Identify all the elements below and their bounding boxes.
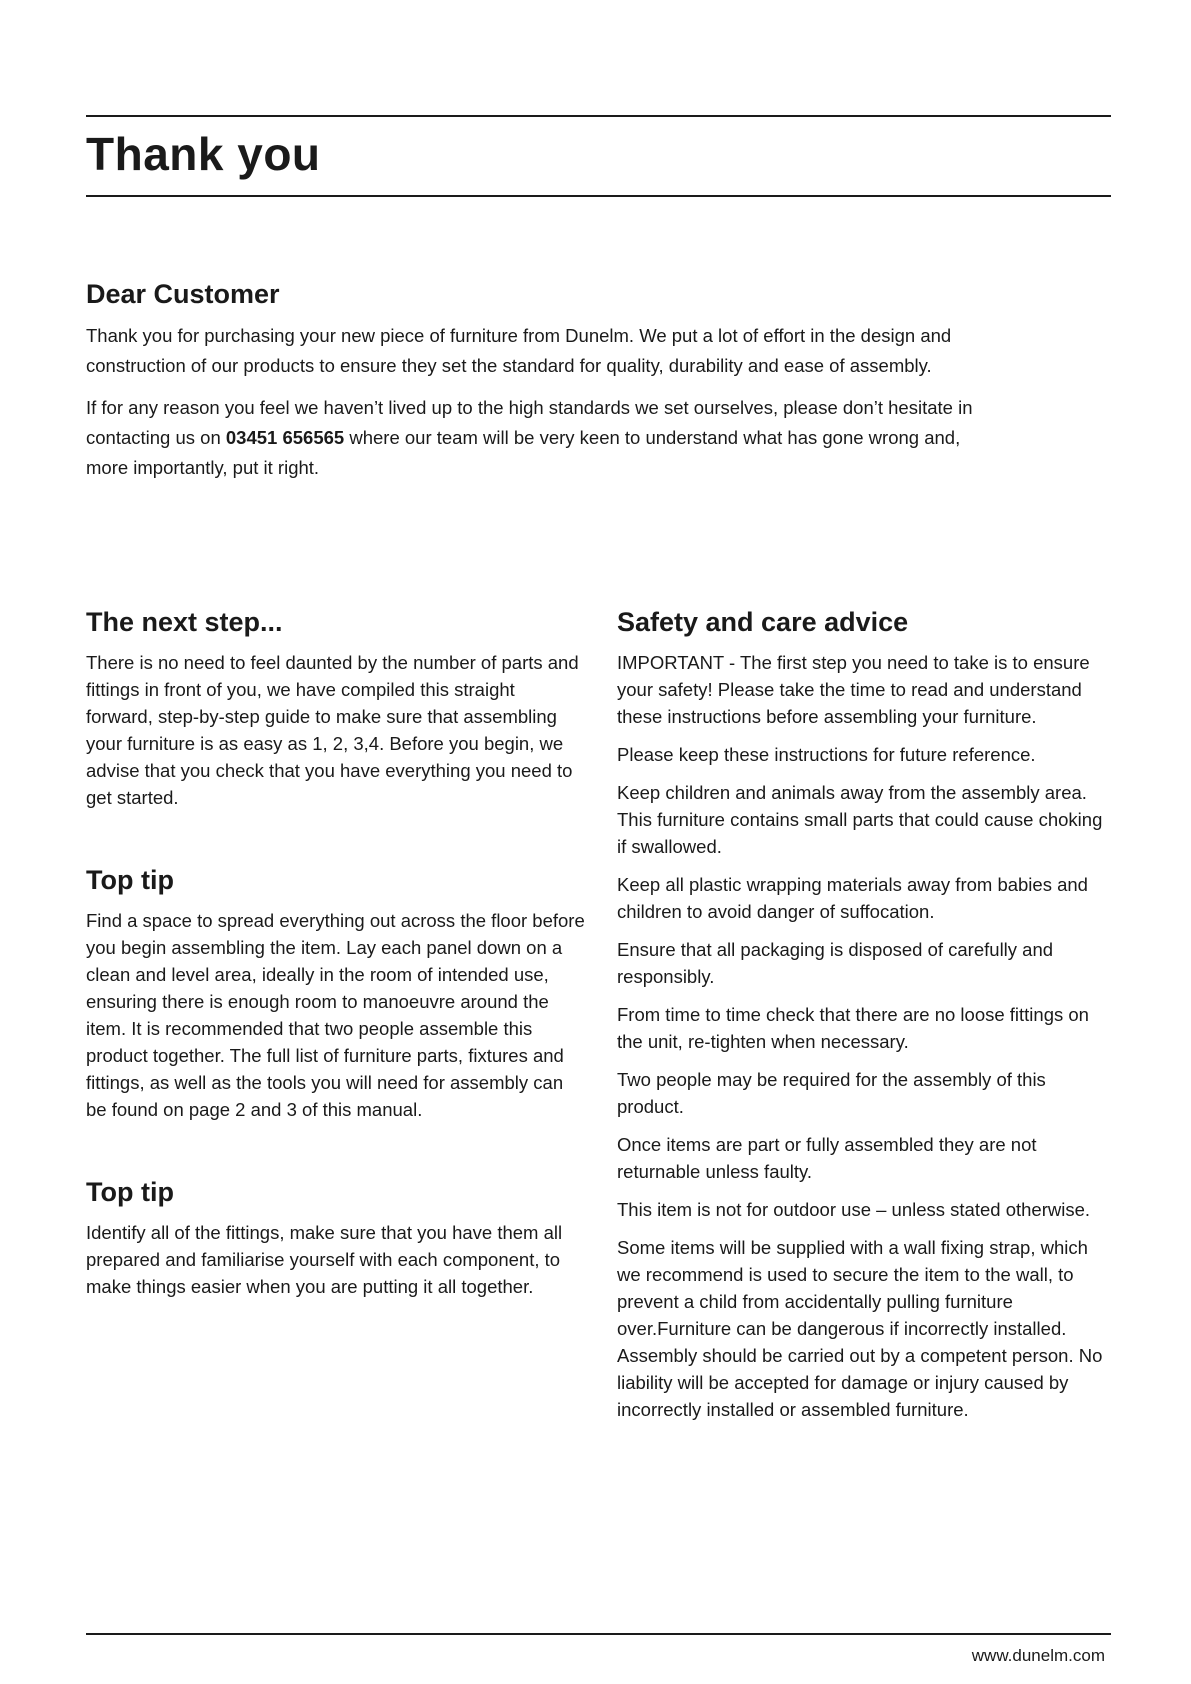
safety-paragraph: IMPORTANT - The first step you need to take is to ensure your safety! Please take the time to read and understand these instructions before assembling your furniture. <box>617 652 1090 727</box>
intro-paragraph-2-end: where our team will be very keen to understand what has gone wrong and, more importantly, put it right. <box>86 427 961 478</box>
top-tip-heading-1: Top tip <box>86 865 174 895</box>
top-tip-section-2 <box>86 1175 586 1300</box>
intro-paragraph-2-start: If for any reason you feel we haven’t lived up to the high standards we set ourselves, please don’t hesitate in contacting us on <box>86 397 973 448</box>
intro-section <box>86 277 1006 483</box>
footer-rule <box>86 1633 1111 1635</box>
safety-paragraph: Keep all plastic wrapping materials away from babies and children to avoid danger of suffocation. <box>617 874 1088 922</box>
left-column <box>86 605 586 1300</box>
safety-paragraph: Please keep these instructions for future reference. <box>617 744 1036 765</box>
intro-paragraph-1: Thank you for purchasing your new piece of furniture from Dunelm. We put a lot of effort in the design and construction of our products to ensure they set the standard for quality, durability and ease of assembly. <box>86 325 952 376</box>
safety-paragraph: Two people may be required for the assembly of this product. <box>617 1069 1046 1117</box>
safety-paragraph: Keep children and animals away from the assembly area. This furniture contains small parts that could cause choking if swallowed. <box>617 782 1103 857</box>
intro-heading: Dear Customer <box>86 279 280 309</box>
safety-section <box>617 605 1107 1434</box>
top-tip-section-1 <box>86 863 586 1123</box>
safety-heading: Safety and care advice <box>617 607 909 637</box>
top-tip-heading-2: Top tip <box>86 1177 174 1207</box>
safety-paragraph: This item is not for outdoor use – unless stated otherwise. <box>617 1199 1091 1220</box>
phone-number: 03451 656565 <box>225 427 345 448</box>
next-step-section <box>86 605 586 811</box>
next-step-text: There is no need to feel daunted by the number of parts and fittings in front of you, we have compiled this straight forward, step-by-step guide to make sure that assembling your furniture is as easy as 1, 2, 3,4. Before you begin, we advise that you check that you have everything you need to get started. <box>86 652 579 808</box>
next-step-heading: The next step... <box>86 607 283 637</box>
safety-paragraph: Ensure that all packaging is disposed of carefully and responsibly. <box>617 939 1054 987</box>
top-tip-text-2: Identify all of the fittings, make sure that you have them all prepared and familiarise yourself with each component, to make things easier when you are putting it all together. <box>86 1222 563 1297</box>
page-title: Thank you <box>86 128 321 180</box>
title-underline-rule <box>86 195 1111 197</box>
intro-paragraph-2 <box>86 393 1006 483</box>
footer-website-url: www.dunelm.com <box>971 1646 1105 1665</box>
safety-paragraph: Once items are part or fully assembled they are not returnable unless faulty. <box>617 1134 1037 1182</box>
safety-paragraph: From time to time check that there are no loose fittings on the unit, re-tighten when necessary. <box>617 1004 1089 1052</box>
top-rule <box>86 115 1111 117</box>
top-tip-text-1: Find a space to spread everything out across the floor before you begin assembling the item. Lay each panel down on a clean and level area, ideally in the room of intended use, ensuring there is enough room to manoeuvre around the item. It is recommended that two people assemble this product together. The full list of furniture parts, fixtures and fittings, as well as the tools you will need for assembly can be found on page 2 and 3 of this manual. <box>86 910 585 1120</box>
safety-paragraph: Some items will be supplied with a wall fixing strap, which we recommend is used to secure the item to the wall, to prevent a child from accidentally pulling furniture over.Furniture can be dangerous if incorrectly installed. Assembly should be carried out by a competent person. No liability will be accepted for damage or injury caused by incorrectly installed or assembled furniture. <box>617 1237 1103 1420</box>
